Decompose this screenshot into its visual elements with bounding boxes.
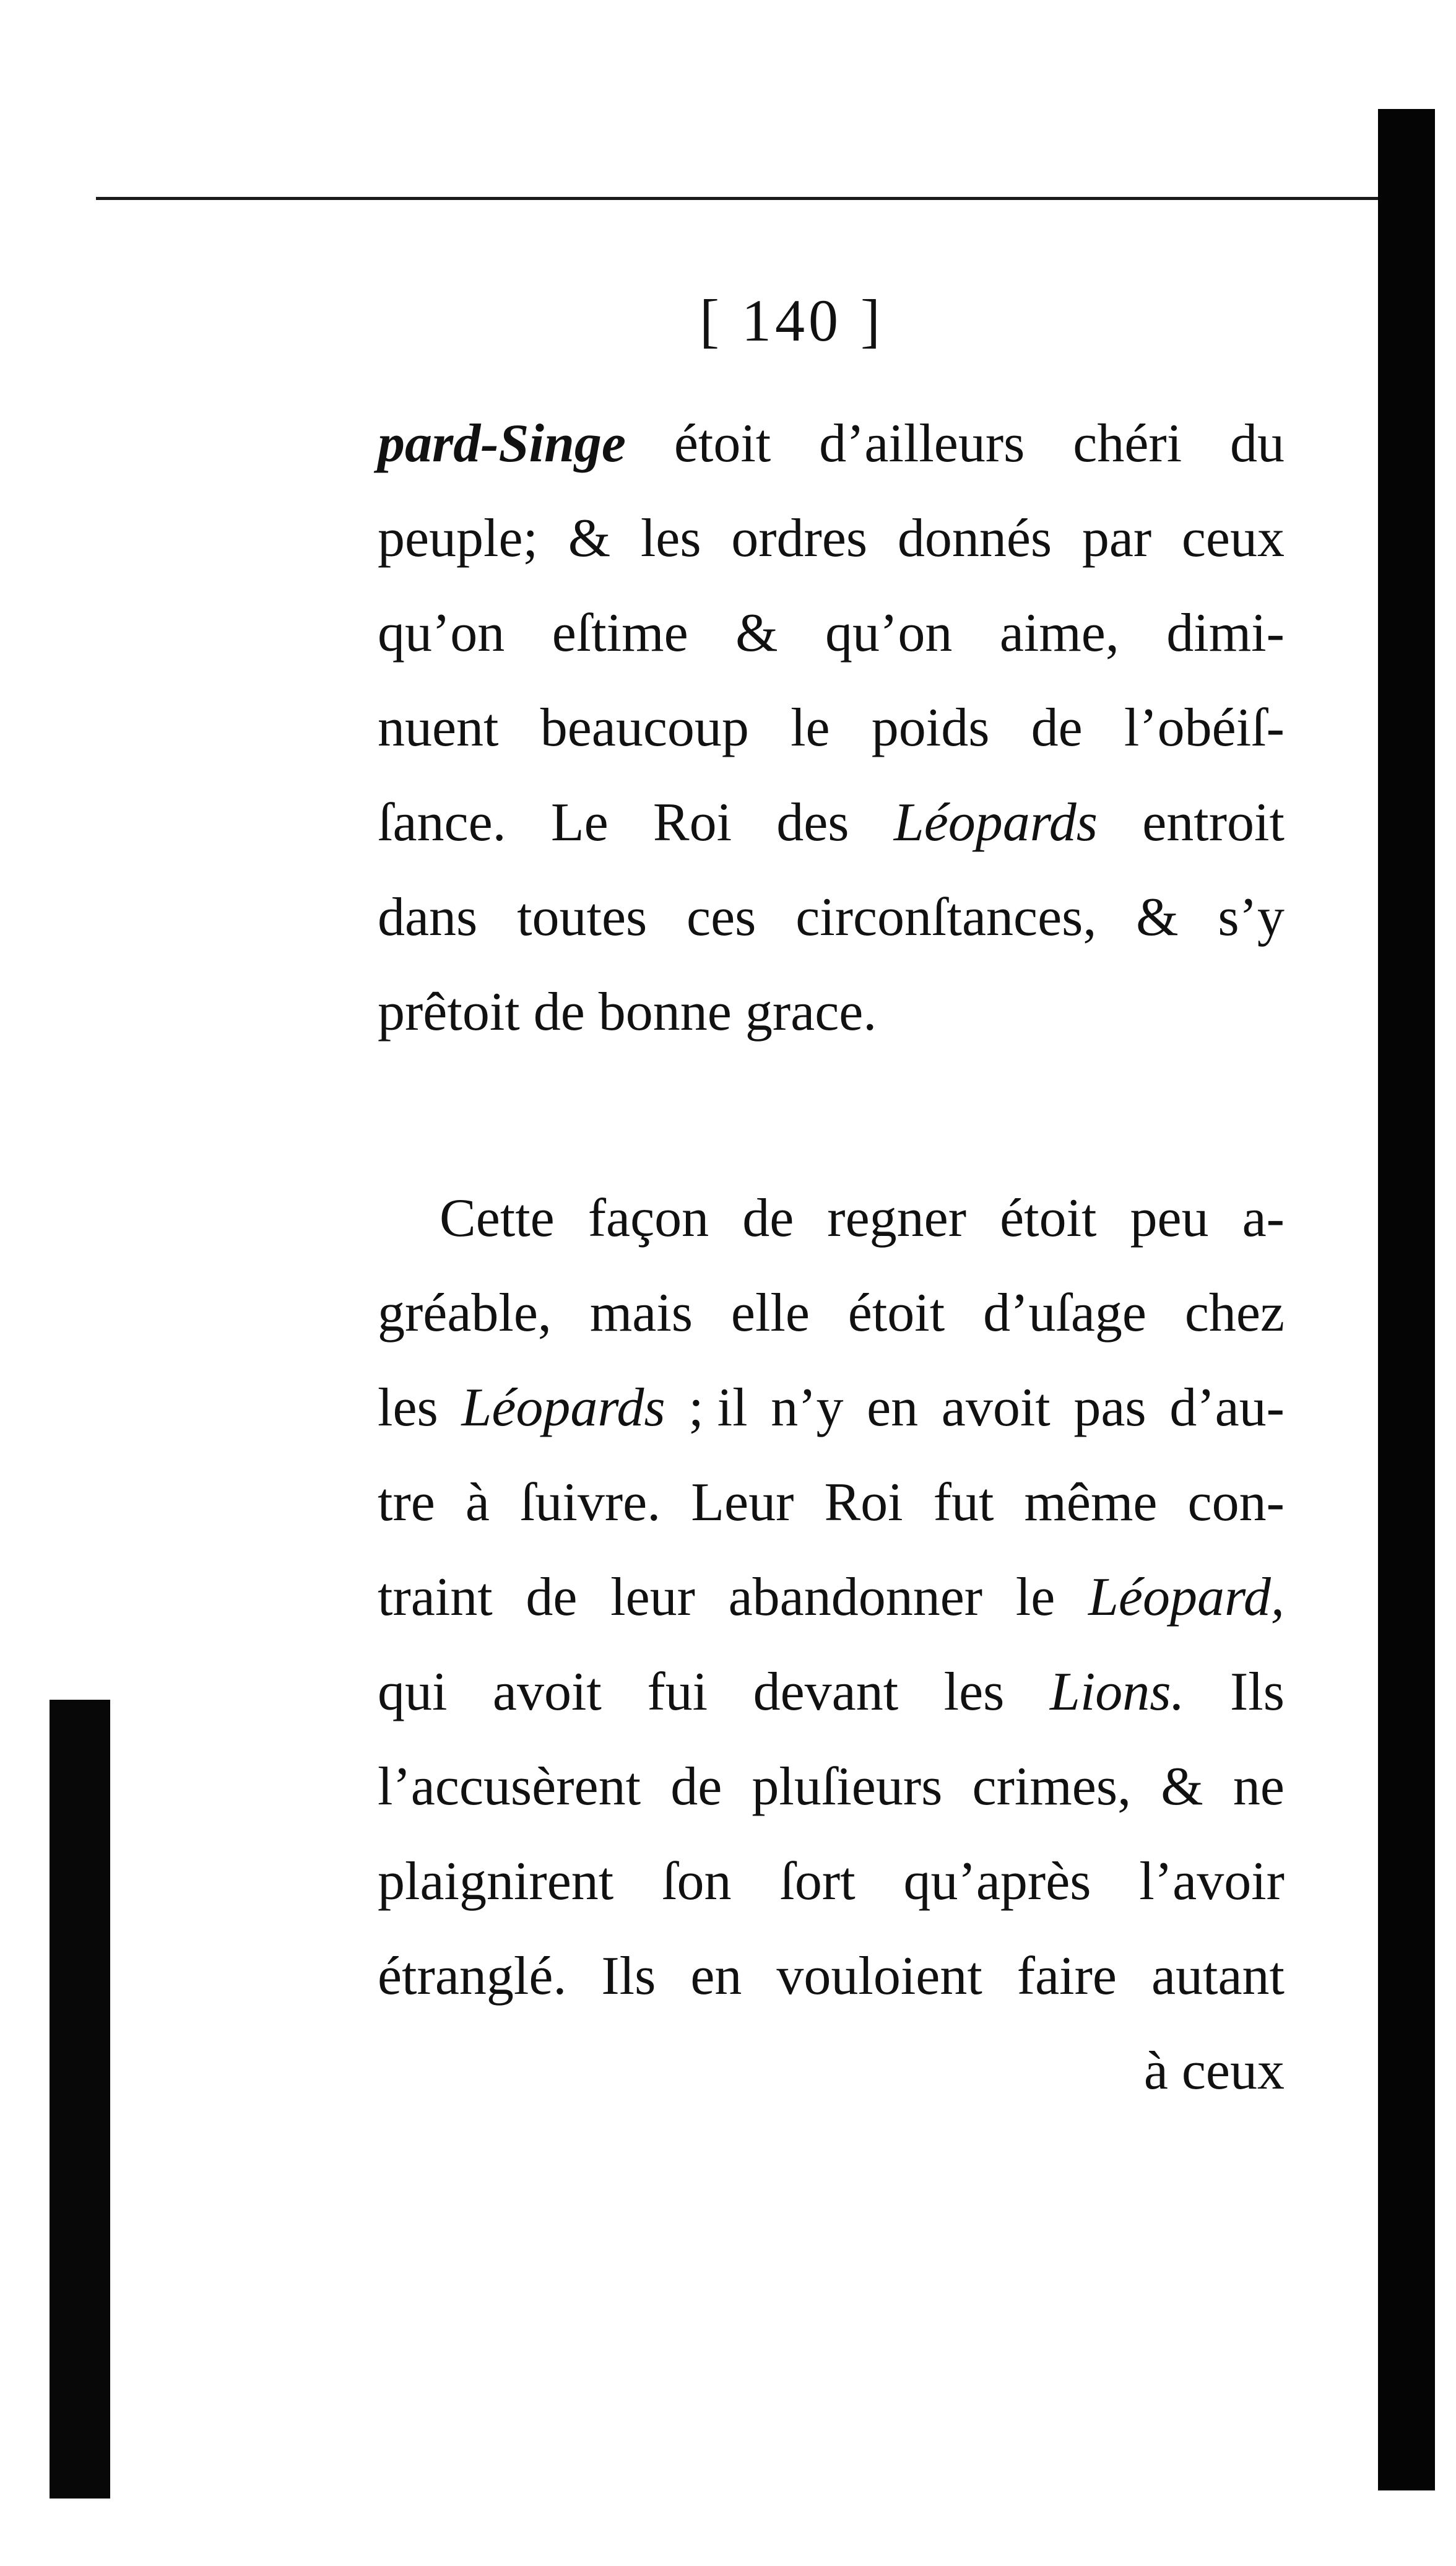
word: fui [647, 1662, 708, 1722]
word: étoit [1000, 1188, 1097, 1248]
word: n’y [771, 1378, 844, 1438]
word: avoit [941, 1378, 1051, 1438]
word: entroit [1142, 793, 1285, 853]
right-scan-edge [1378, 109, 1435, 2490]
word: du [1230, 414, 1285, 474]
word: ſort [779, 1851, 856, 1911]
word: chéri [1073, 414, 1182, 474]
word: fut [933, 1472, 994, 1533]
body-text [378, 396, 1285, 2118]
word: qui [378, 1662, 448, 1722]
word: & [1136, 887, 1179, 947]
word: ſon [662, 1851, 732, 1911]
word: peuple; [378, 508, 539, 568]
word: d’ailleurs [819, 414, 1025, 474]
word: d’uſage [983, 1283, 1146, 1343]
word: Léopards [461, 1378, 665, 1438]
word: les [943, 1662, 1005, 1722]
word: le [791, 698, 830, 758]
word: prêtoit de bonne grace. [378, 982, 877, 1042]
word: les [378, 1378, 438, 1438]
word: toutes [517, 887, 648, 947]
word: Ils [1229, 1662, 1285, 1722]
word: leur [610, 1567, 695, 1627]
word: ces [687, 887, 756, 947]
word: poids [871, 698, 990, 758]
word: ordres [731, 508, 868, 568]
text-line [378, 1455, 1285, 1550]
word: étoit [674, 414, 771, 474]
word: con- [1187, 1472, 1285, 1533]
word: & [568, 508, 611, 568]
word: les [640, 508, 701, 568]
word: faire [1016, 1946, 1117, 2006]
text-line [378, 1834, 1285, 1929]
word: pard-Singe [378, 414, 626, 474]
word: l’avoir [1139, 1851, 1285, 1911]
word: dimi- [1166, 603, 1285, 663]
text-line [378, 1360, 1285, 1455]
word: beaucoup [540, 698, 749, 758]
word: pas [1073, 1378, 1146, 1438]
text-line [378, 396, 1285, 491]
word: gréable, [378, 1283, 552, 1343]
word: même [1024, 1472, 1158, 1533]
text-line [378, 1550, 1285, 1645]
word: de [526, 1567, 578, 1627]
paragraph-gap [378, 1059, 1285, 1171]
text-line [378, 965, 1285, 1059]
word: a- [1242, 1188, 1285, 1248]
word: de [670, 1757, 722, 1817]
word: en [867, 1378, 919, 1438]
word: nuent [378, 698, 499, 758]
word: à [465, 1472, 490, 1533]
text-line [378, 1266, 1285, 1360]
word: crimes, [972, 1757, 1132, 1817]
word: elle [730, 1283, 810, 1343]
word: de [742, 1188, 794, 1248]
word: par [1081, 508, 1152, 568]
text-line [378, 1171, 1285, 1266]
text-line [378, 1929, 1285, 2024]
word: donnés [897, 508, 1052, 568]
word: eſtime [552, 603, 688, 663]
word: aime, [999, 603, 1119, 663]
word: qu’on [378, 603, 505, 663]
word: ſance. [378, 793, 506, 853]
word: ; il [688, 1378, 748, 1438]
word: Roi [652, 793, 732, 853]
word: des [776, 793, 849, 853]
word: Léopards [893, 793, 1098, 853]
word: qu’on [825, 603, 953, 663]
word: étranglé. [378, 1946, 567, 2006]
word: de [1031, 698, 1083, 758]
word: dans [378, 887, 478, 947]
word: regner [827, 1188, 967, 1248]
word: ſuivre. [519, 1472, 661, 1533]
word: chez [1184, 1283, 1285, 1343]
word: étoit [847, 1283, 945, 1343]
text-line [378, 1739, 1285, 1834]
word: d’au- [1169, 1378, 1285, 1438]
word: Roi [824, 1472, 903, 1533]
word: autant [1151, 1946, 1285, 2006]
word: en [690, 1946, 742, 2006]
word: devant [753, 1662, 899, 1722]
word: & [1161, 1757, 1203, 1817]
text-line [378, 870, 1285, 965]
word: plaignirent [378, 1851, 614, 1911]
word: mais [589, 1283, 693, 1343]
word: qu’après [903, 1851, 1091, 1911]
text-line [378, 681, 1285, 775]
top-rule [96, 197, 1402, 200]
word: Cette [440, 1188, 555, 1248]
left-scan-edge [50, 1700, 110, 2499]
word: circonſtances, [795, 887, 1097, 947]
text-line [378, 1645, 1285, 1739]
word: l’accusèrent [378, 1757, 641, 1817]
paragraph-1 [378, 396, 1285, 1059]
word: Lions. [1049, 1662, 1185, 1722]
word: vouloient [776, 1946, 982, 2006]
word: & [735, 603, 778, 663]
text-line [378, 775, 1285, 870]
word: l’obéiſ- [1124, 698, 1285, 758]
paragraph-2 [378, 1171, 1285, 2024]
word: ceux [1181, 508, 1285, 568]
text-line [378, 491, 1285, 586]
catchword: à ceux [1143, 2041, 1285, 2101]
word: pluſieurs [752, 1757, 943, 1817]
word: Ils [601, 1946, 656, 2006]
word: peu [1130, 1188, 1209, 1248]
word: s’y [1218, 887, 1285, 947]
word: tre [378, 1472, 435, 1533]
word: façon [587, 1188, 709, 1248]
word: traint [378, 1567, 493, 1627]
word: avoit [492, 1662, 602, 1722]
word: abandonner [728, 1567, 983, 1627]
word: le [1015, 1567, 1055, 1627]
text-line [378, 586, 1285, 681]
word: Leur [691, 1472, 794, 1533]
page-number: [ 140 ] [700, 287, 884, 354]
word: Le [550, 793, 609, 853]
word: Léopard, [1088, 1567, 1285, 1627]
word: ne [1233, 1757, 1285, 1817]
